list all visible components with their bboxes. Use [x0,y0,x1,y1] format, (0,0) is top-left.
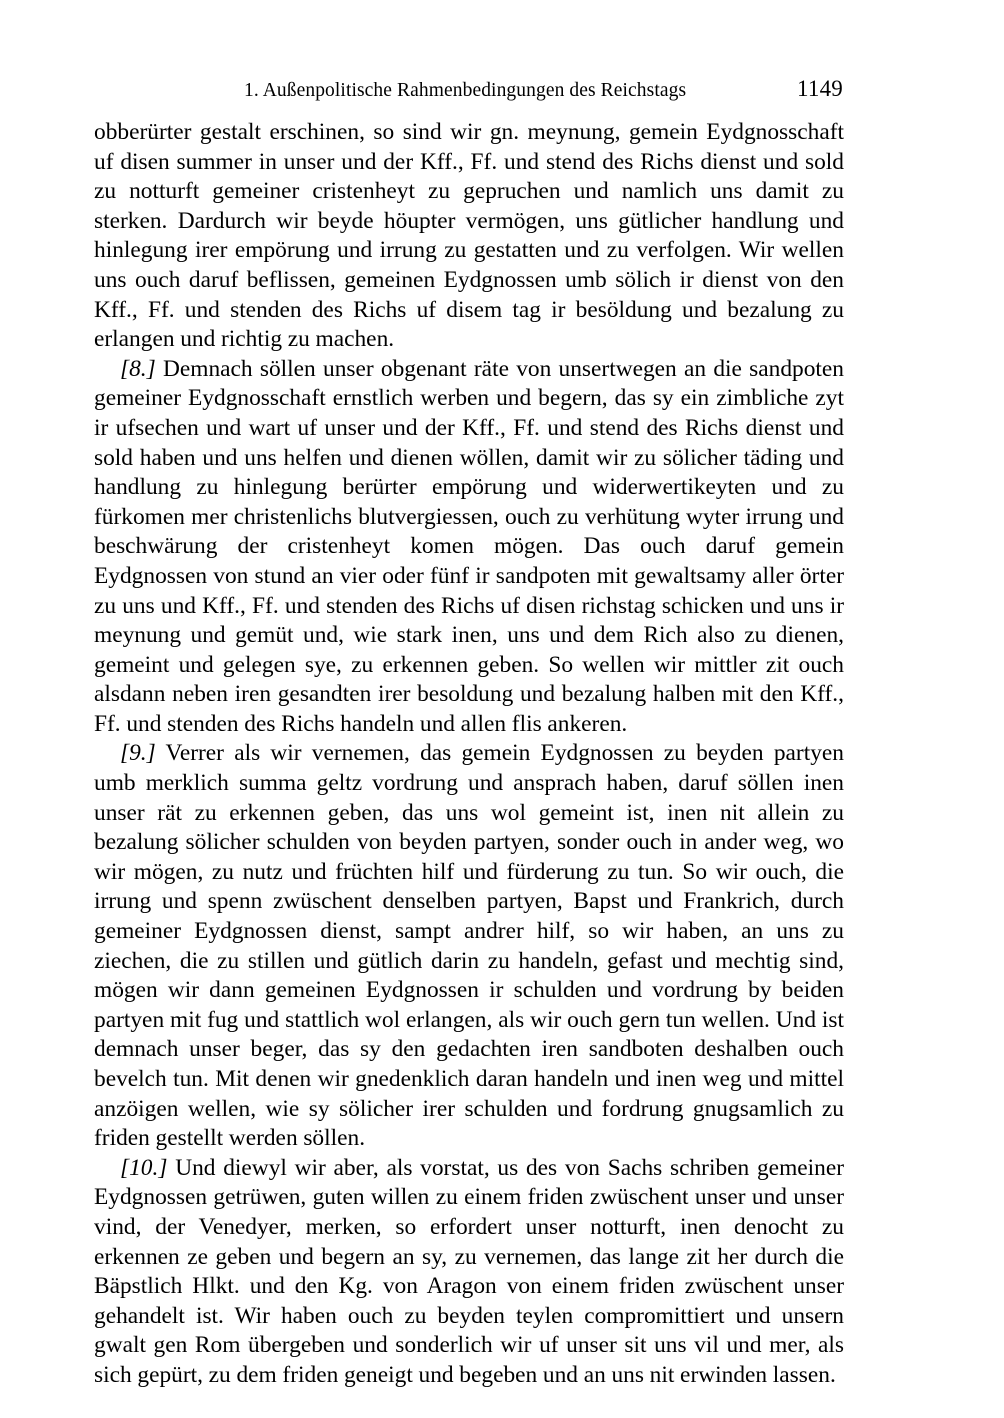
paragraph-marker: [10.] [120,1154,168,1181]
paragraph [94,118,844,355]
body-text-block [94,118,844,1391]
paragraph-text: Demnach söllen unser obgenant räte von unsertwegen an die sandpoten gemeiner Eydgnosschaft ernstlich werben und begern, das sy ein zimbliche zyt ir ufsechen und wart uf unser und der Kff., Ff. und stend des Richs dienst und sold haben und uns helfen und dienen wöllen, damit wir zu sölicher täding und handlung zu hinlegung berürter empörung und widerwertikeyten und zu fürkomen mer christenlichs blutvergiessen, ouch zu verhütung wyter irrung und beschwärung der cristenheyt komen mögen. Das ouch daruf gemein Eydgnossen von stund an vier oder fünf ir sandpoten mit gewaltsamy aller örter zu uns und Kff., Ff. und stenden des Richs uf disen richstag schicken und uns ir meynung und gemüt und, wie stark inen, uns und dem Rich also zu dienen, gemeint und gelegen sye, zu erkennen geben. So wellen wir mittler zit ouch alsdann neben iren gesandten irer besoldung und bezalung halben mit den Kff., Ff. und stenden des Richs handeln und allen flis ankeren. [94,355,844,737]
page-number: 1149 [797,76,843,101]
paragraph-text: Und diewyl wir aber, als vorstat, us des von Sachs schriben gemeiner Eydgnossen getrüwen, guten willen zu einem friden zwüschent unser und unser vind, der Venedyer, merken, so erfordert unser notturft, inen denocht zu erkennen ze geben und begern an sy, zu vernemen, das lange zit her durch die Bäpstlich Hlkt. und den Kg. von Aragon von einem friden zwüschent unser gehandelt ist. Wir haben ouch zu beyden teylen compromittiert und unsern gwalt gen Rom übergeben und sonderlich wir uf unser sit uns vil und mer, als sich gepürt, zu dem friden geneigt und begeben und an uns nit erwinden lassen. [94,1154,845,1388]
paragraph-text: Verrer als wir vernemen, das gemein Eydgnossen zu beyden partyen umb merklich summa geltz vordrung und ansprach haben, daruf söllen inen unser rät zu erkennen geben, das uns wol gemeint ist, inen nit allein zu bezalung sölicher schulden von beyden partyen, sonder ouch in ander weg, wo wir mögen, zu nutz und früchten hilf und fürderung zu tun. So wir ouch, die irrung und spenn zwüschent denselben partyen, Bapst und Frankrich, durch gemeiner Eydgnossen dienst, sampt andrer hilf, so wir haben, an uns zu ziechen, die zu stillen und gütlich darin zu handeln, gefast und mechtig sind, mögen wir dann gemeinen Eydgnossen ir schulden und vordrung by beiden partyen mit fug und stattlich wol erlangen, als wir ouch gern tun wellen. Und ist demnach unser beger, das sy den gedachten iren sandboten deshalben ouch bevelch tun. Mit denen wir gnedenklich daran handeln und inen weg und mittel anzöigen wellen, wie sy sölicher irer schulden und fordrung gnugsamlich zu friden gestellt werden söllen. [94,740,844,1152]
running-head-title: 1. Außenpolitische Rahmenbedingungen des Reichstags [244,80,687,101]
paragraph-marker: [9.] [120,740,156,767]
running-head [94,76,843,104]
paragraph [94,355,844,740]
paragraph-marker: [8.] [120,355,156,382]
paragraph-text: obberürter gestalt erschinen, so sind wir gn. meynung, gemein Eydgnosschaft uf disen summer in unser und der Kff., Ff. und stend des Richs dienst und sold zu notturft gemeiner cristenheyt zu gepruchen und namlich uns damit zu sterken. Dardurch wir beyde höupter vermögen, uns gütlicher handlung und hinlegung irer empörung und irrung zu gestatten und zu verfolgen. Wir wellen uns ouch daruf beflissen, gemeinen Eydgnossen umb sölich ir dienst von den Kff., Ff. und stenden des Richs uf disem tag ir besöldung und bezalung zu erlangen und richtig zu machen. [94,119,844,353]
paragraph [94,739,844,1153]
paragraph [94,1154,844,1391]
